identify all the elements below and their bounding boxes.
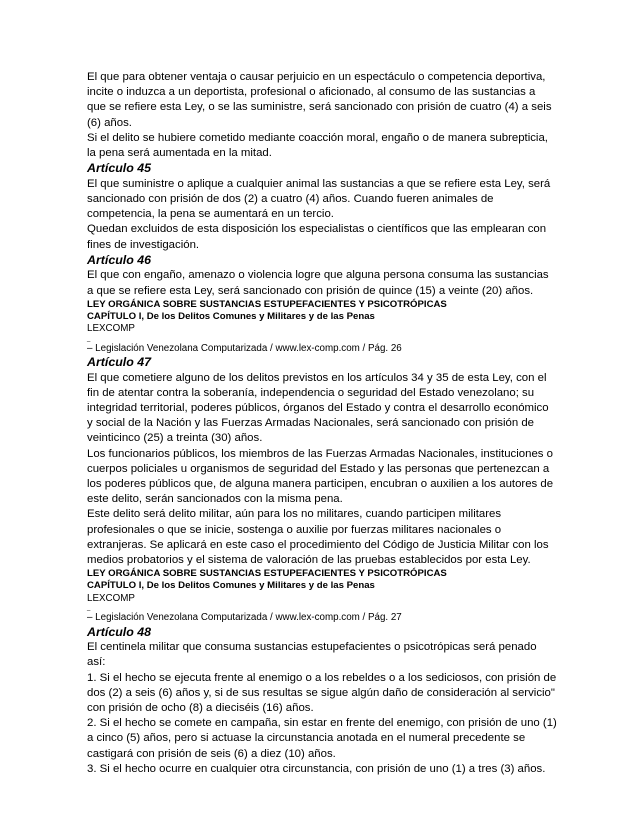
- article-46-heading: Artículo 46: [87, 252, 152, 267]
- article-48-item-2: 2. Si el hecho se comete en campaña, sin estar en frente del enemigo, con prisión de uno (1) a cinco (5) años, pero si actuase la circunstancia anotada en el numeral precedente se castigará con prisión de seis (6) a diez (10) años.: [87, 717, 557, 760]
- article-47-heading: Artículo 47: [87, 355, 152, 370]
- article-44-paragraph-1: El que para obtener ventaja o causar perjuicio en un espectáculo o competencia deportiva, incite o induzca a un deportista, profesional o aficionado, al consumo de las sustancias a que se refiere esta Ley, o se las suministre, será sancionado con prisión de cuatro (4) a seis (6) años.: [87, 71, 552, 129]
- page-footer: – Legislación Venezolana Computarizada / www.lex-comp.com / Pág. 26: [87, 342, 402, 354]
- chapter-title: CAPÍTULO I, De los Delitos Comunes y Militares y de las Penas: [87, 311, 375, 323]
- article-47-paragraph-2: Los funcionarios públicos, los miembros de las Fuerzas Armadas Nacionales, instituciones o cuerpos policiales u organismos de seguridad del Estado y las personas que pertenezcan a los poderes públicos que, de alguna manera participen, encubran o auxilien a los autores de este delito, serán sancionados con la misma pena.: [87, 447, 554, 506]
- separator-mark: _: [87, 335, 91, 342]
- article-48-paragraph-1: El centinela militar que consuma sustancias estupefacientes o psicotrópicas será penado así:: [87, 641, 537, 669]
- page-footer: – Legislación Venezolana Computarizada / www.lex-comp.com / Pág. 27: [87, 612, 402, 624]
- article-47-paragraph-1: El que cometiere alguno de los delitos previstos en los artículos 34 y 35 de esta Ley, con el fin de atentar contra la soberanía, independencia o seguridad del Estado venezolano; su integridad territorial, poderes públicos, órganos del Estado y contra el desarrollo económico y social de la Nación y las Fuerzas Armadas Nacionales, será sancionado con prisión de veinticinco (25) a treinta (30) años.: [87, 371, 549, 445]
- document-page: [87, 70, 557, 777]
- law-title: LEY ORGÁNICA SOBRE SUSTANCIAS ESTUPEFACIENTES Y PSICOTRÓPICAS: [87, 568, 447, 580]
- separator-mark: _: [87, 605, 91, 612]
- article-44-paragraph-2: Si el delito se hubiere cometido mediante coacción moral, engaño o de manera subrepticia, la pena será aumentada en la mitad.: [87, 131, 548, 160]
- article-45-heading: Artículo 45: [87, 161, 152, 176]
- publisher-label: LEXCOMP: [87, 592, 135, 604]
- article-45-paragraph-1: El que suministre o aplique a cualquier animal las sustancias a que se refiere esta Ley, será sancionado con prisión de dos (2) a cuatro (4) años. Cuando fueren animales de competencia, la pena se aumentará en un tercio.: [87, 177, 551, 221]
- article-48-item-3: 3. Si el hecho ocurre en cualquier otra circunstancia, con prisión de uno (1) a tres (3) años.: [87, 762, 546, 775]
- article-46-paragraph-1: El que con engaño, amenazo o violencia logre que alguna persona consuma las sustancias a que se refiere esta Ley, será sancionado con prisión de quince (15) a veinte (20) años.: [87, 269, 549, 297]
- article-48-heading: Artículo 48: [87, 624, 152, 639]
- article-48-item-1: 1. Si el hecho se ejecuta frente al enemigo o a los rebeldes o a los sediciosos, con prisión de dos (2) a seis (6) años y, si de sus resultas se sigue algún daño de consideración al servicio" con prisión de ocho (8) a dieciséis (16) años.: [87, 671, 557, 714]
- publisher-label: LEXCOMP: [87, 323, 135, 335]
- chapter-title: CAPÍTULO I, De los Delitos Comunes y Militares y de las Penas: [87, 580, 375, 592]
- law-title: LEY ORGÁNICA SOBRE SUSTANCIAS ESTUPEFACIENTES Y PSICOTRÓPICAS: [87, 298, 447, 310]
- article-47-paragraph-3: Este delito será delito militar, aún para los no militares, cuando participen militares profesionales o que se inicie, sostenga o auxilie por fuerzas militares nacionales o extranjeras. Se aplicará en este caso el procedimiento del Código de Justicia Militar con los medios probatorios y el sistema de valoración de las pruebas establecidos por esta Ley.: [87, 508, 549, 567]
- article-45-paragraph-2: Quedan excluidos de esta disposición los especialistas o científicos que las emplearan con fines de investigación.: [87, 223, 547, 251]
